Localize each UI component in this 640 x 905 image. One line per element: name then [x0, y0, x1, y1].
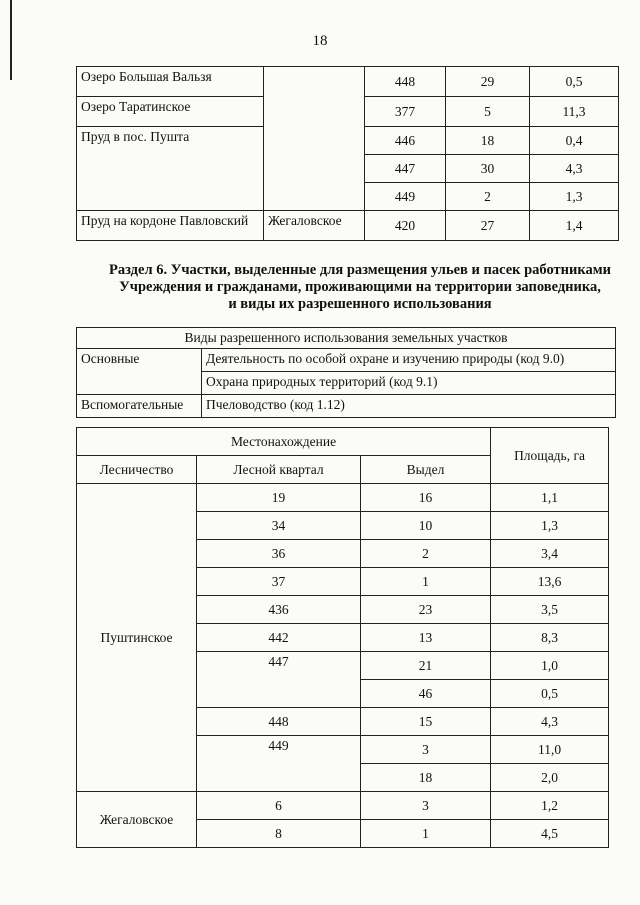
cell-quarter: 37: [197, 568, 361, 596]
apiary-plots-table: [76, 427, 609, 848]
cell-area: 0,5: [530, 67, 619, 97]
cell-quarter: 8: [197, 820, 361, 848]
section-6-title: [70, 262, 640, 313]
cell-plot: 10: [361, 512, 491, 540]
cell-plot: 27: [446, 211, 530, 241]
cell-quarter: 449: [365, 183, 446, 211]
cell-plot: 21: [361, 652, 491, 680]
table-row: [77, 395, 616, 418]
cell-quarter: 34: [197, 512, 361, 540]
section-title-line: Раздел 6. Участки, выделенные для размещения ульев и пасек работниками: [109, 262, 611, 278]
cell-district-empty: [264, 67, 365, 211]
page-number: 18: [312, 33, 328, 49]
usage-header: Виды разрешенного использования земельных участков: [77, 328, 616, 349]
cell-quarter: 448: [365, 67, 446, 97]
cell-quarter: 377: [365, 97, 446, 127]
cell-quarter: 447: [197, 652, 361, 708]
water-bodies-table: [76, 66, 619, 241]
cell-plot: 23: [361, 596, 491, 624]
cell-quarter: 449: [197, 736, 361, 792]
cell-quarter: 448: [197, 708, 361, 736]
cell-plot: 46: [361, 680, 491, 708]
cell-area: 0,4: [530, 127, 619, 155]
table-row: [77, 792, 609, 820]
cell-plot: 18: [446, 127, 530, 155]
cell-area: 11,3: [530, 97, 619, 127]
table-row: [77, 349, 616, 372]
cell-name: Озеро Таратинское: [77, 97, 264, 127]
cell-area: 4,3: [530, 155, 619, 183]
cell-plot: 1: [361, 568, 491, 596]
cell-plot: 2: [446, 183, 530, 211]
cell-plot: 15: [361, 708, 491, 736]
table-header-row: [77, 428, 609, 456]
cell-plot: 2: [361, 540, 491, 568]
cell-quarter: 436: [197, 596, 361, 624]
usage-aux-item: Пчеловодство (код 1.12): [202, 395, 616, 418]
forestry-cell: Жегаловское: [77, 792, 197, 848]
cell-plot: 30: [446, 155, 530, 183]
cell-area: 4,5: [491, 820, 609, 848]
plot-header: Выдел: [361, 456, 491, 484]
location-header: Местонахождение: [77, 428, 491, 456]
cell-area: 3,5: [491, 596, 609, 624]
cell-area: 0,5: [491, 680, 609, 708]
cell-quarter: 447: [365, 155, 446, 183]
table-row: [77, 211, 619, 241]
cell-plot: 5: [446, 97, 530, 127]
cell-name: Озеро Большая Вальзя: [77, 67, 264, 97]
cell-quarter: 442: [197, 624, 361, 652]
cell-quarter: 36: [197, 540, 361, 568]
table-row: [77, 67, 619, 97]
cell-name: Пруд в пос. Пушта: [77, 127, 264, 211]
cell-area: 1,2: [491, 792, 609, 820]
cell-area: 1,3: [491, 512, 609, 540]
forestry-header: Лесничество: [77, 456, 197, 484]
cell-area: 11,0: [491, 736, 609, 764]
cell-plot: 29: [446, 67, 530, 97]
cell-area: 3,4: [491, 540, 609, 568]
area-header: Площадь, га: [491, 428, 609, 484]
cell-area: 4,3: [491, 708, 609, 736]
cell-district: Жегаловское: [264, 211, 365, 241]
cell-area: 2,0: [491, 764, 609, 792]
usage-types-table: [76, 327, 616, 418]
cell-quarter: 19: [197, 484, 361, 512]
usage-main-item: Охрана природных территорий (код 9.1): [202, 372, 616, 395]
section-title-line: и виды их разрешенного использования: [228, 296, 492, 312]
quarter-header: Лесной квартал: [197, 456, 361, 484]
cell-plot: 13: [361, 624, 491, 652]
usage-main-item: Деятельность по особой охране и изучению природы (код 9.0): [202, 349, 616, 372]
cell-quarter: 420: [365, 211, 446, 241]
cell-area: 1,1: [491, 484, 609, 512]
cell-area: 1,3: [530, 183, 619, 211]
usage-main-label: Основные: [77, 349, 202, 395]
cell-plot: 3: [361, 792, 491, 820]
cell-plot: 1: [361, 820, 491, 848]
cell-plot: 3: [361, 736, 491, 764]
cell-area: 1,4: [530, 211, 619, 241]
cell-area: 1,0: [491, 652, 609, 680]
section-title-line: Учреждения и гражданами, проживающими на территории заповедника,: [119, 279, 601, 295]
forestry-cell: Пуштинское: [77, 484, 197, 792]
table-row: [77, 328, 616, 349]
cell-area: 8,3: [491, 624, 609, 652]
usage-aux-label: Вспомогательные: [77, 395, 202, 418]
table-row: [77, 484, 609, 512]
cell-plot: 16: [361, 484, 491, 512]
cell-quarter: 6: [197, 792, 361, 820]
cell-area: 13,6: [491, 568, 609, 596]
cell-quarter: 446: [365, 127, 446, 155]
cell-plot: 18: [361, 764, 491, 792]
cell-name: Пруд на кордоне Павловский: [77, 211, 264, 241]
